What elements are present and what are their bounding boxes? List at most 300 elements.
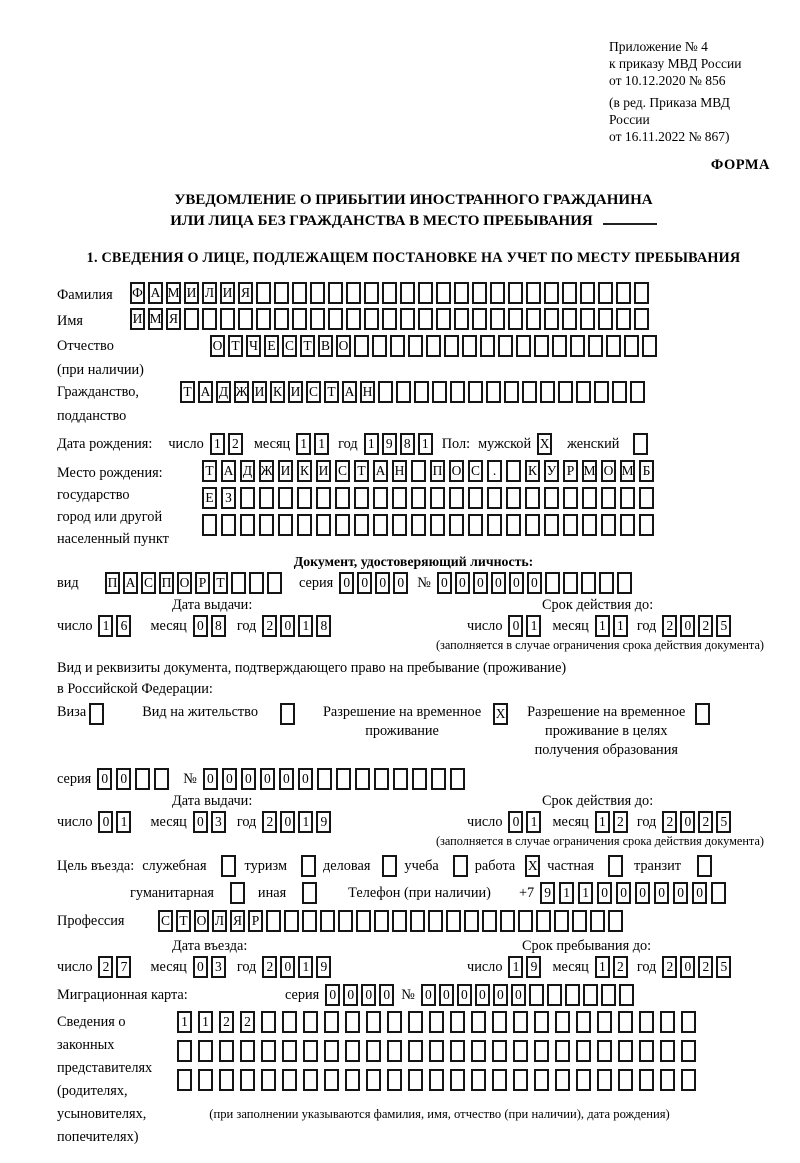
char-box[interactable]: [506, 460, 521, 482]
char-box[interactable]: [267, 572, 282, 594]
char-box[interactable]: [324, 1069, 339, 1091]
char-box[interactable]: 8: [400, 433, 415, 455]
char-box[interactable]: [634, 282, 649, 304]
char-box[interactable]: [292, 282, 307, 304]
char-box[interactable]: Д: [216, 381, 231, 403]
char-box[interactable]: [660, 1069, 675, 1091]
char-box[interactable]: [284, 910, 299, 932]
char-box[interactable]: [198, 1040, 213, 1062]
char-box[interactable]: З: [221, 487, 236, 509]
char-box[interactable]: [444, 335, 459, 357]
char-box[interactable]: [345, 1040, 360, 1062]
sex-male-checkbox[interactable]: [537, 433, 555, 455]
char-box[interactable]: 0: [680, 811, 695, 833]
char-box[interactable]: [639, 514, 654, 536]
char-box[interactable]: 2: [240, 1011, 255, 1033]
char-box[interactable]: [303, 1040, 318, 1062]
char-box[interactable]: [400, 282, 415, 304]
char-box[interactable]: [328, 308, 343, 330]
char-box[interactable]: [282, 1040, 297, 1062]
char-box[interactable]: [639, 1011, 654, 1033]
char-box[interactable]: [221, 514, 236, 536]
char-box[interactable]: 1: [595, 811, 610, 833]
char-box[interactable]: [303, 1011, 318, 1033]
char-box[interactable]: [310, 282, 325, 304]
char-box[interactable]: [616, 282, 631, 304]
char-box[interactable]: 5: [716, 956, 731, 978]
char-box[interactable]: А: [342, 381, 357, 403]
char-box[interactable]: [492, 1069, 507, 1091]
char-box[interactable]: [526, 308, 541, 330]
char-box[interactable]: [240, 1040, 255, 1062]
char-box[interactable]: [525, 514, 540, 536]
char-box[interactable]: [449, 514, 464, 536]
char-box[interactable]: [582, 514, 597, 536]
char-box[interactable]: [590, 910, 605, 932]
char-box[interactable]: [681, 1069, 696, 1091]
char-box[interactable]: [580, 282, 595, 304]
char-box[interactable]: 1: [210, 433, 225, 455]
char-box[interactable]: [411, 460, 426, 482]
char-box[interactable]: 9: [316, 956, 331, 978]
char-box[interactable]: [411, 487, 426, 509]
char-box[interactable]: 1: [595, 615, 610, 637]
purpose-rabota-checkbox[interactable]: [525, 855, 543, 877]
visa-option[interactable]: [57, 703, 107, 725]
char-box[interactable]: П: [105, 572, 120, 594]
char-box[interactable]: [642, 335, 657, 357]
char-box[interactable]: [274, 282, 289, 304]
char-box[interactable]: [504, 381, 519, 403]
char-box[interactable]: [324, 1011, 339, 1033]
char-box[interactable]: 2: [98, 956, 113, 978]
char-box[interactable]: [620, 514, 635, 536]
char-box[interactable]: 3: [211, 956, 226, 978]
purpose-delovaya-checkbox[interactable]: [382, 855, 400, 877]
char-box[interactable]: 1: [298, 615, 313, 637]
char-box[interactable]: [513, 1040, 528, 1062]
char-box[interactable]: Ж: [234, 381, 249, 403]
char-box[interactable]: Т: [354, 460, 369, 482]
char-box[interactable]: [580, 308, 595, 330]
char-box[interactable]: [302, 910, 317, 932]
char-box[interactable]: [471, 1040, 486, 1062]
char-box[interactable]: [432, 381, 447, 403]
char-box[interactable]: И: [252, 381, 267, 403]
char-box[interactable]: [320, 910, 335, 932]
char-box[interactable]: .: [487, 460, 502, 482]
char-box[interactable]: [430, 514, 445, 536]
char-box[interactable]: [681, 1011, 696, 1033]
char-box[interactable]: 0: [673, 882, 688, 904]
char-box[interactable]: 0: [280, 956, 295, 978]
char-box[interactable]: 6: [116, 615, 131, 637]
char-box[interactable]: [508, 308, 523, 330]
char-box[interactable]: [681, 1040, 696, 1062]
char-box[interactable]: 0: [298, 768, 313, 790]
char-box[interactable]: [506, 514, 521, 536]
char-box[interactable]: 9: [382, 433, 397, 455]
char-box[interactable]: [278, 514, 293, 536]
char-box[interactable]: [346, 282, 361, 304]
char-box[interactable]: Е: [202, 487, 217, 509]
char-box[interactable]: О: [336, 335, 351, 357]
char-box[interactable]: [597, 1011, 612, 1033]
char-box[interactable]: 0: [692, 882, 707, 904]
char-box[interactable]: М: [620, 460, 635, 482]
char-box[interactable]: Т: [176, 910, 191, 932]
char-box[interactable]: [482, 910, 497, 932]
char-box[interactable]: X: [493, 703, 508, 725]
char-box[interactable]: А: [373, 460, 388, 482]
char-box[interactable]: [177, 1069, 192, 1091]
char-box[interactable]: [563, 572, 578, 594]
char-box[interactable]: 2: [262, 956, 277, 978]
char-box[interactable]: [450, 1011, 465, 1033]
char-box[interactable]: [565, 984, 580, 1006]
char-box[interactable]: [219, 1069, 234, 1091]
char-box[interactable]: [612, 381, 627, 403]
char-box[interactable]: 0: [193, 956, 208, 978]
temp-residence-checkbox[interactable]: [493, 703, 511, 725]
sex-female-checkbox[interactable]: [633, 433, 651, 455]
char-box[interactable]: 0: [339, 572, 354, 594]
char-box[interactable]: 0: [680, 956, 695, 978]
char-box[interactable]: К: [297, 460, 312, 482]
char-box[interactable]: [544, 308, 559, 330]
char-box[interactable]: 1: [526, 615, 541, 637]
char-box[interactable]: 1: [198, 1011, 213, 1033]
char-box[interactable]: С: [141, 572, 156, 594]
purpose-inaya-checkbox[interactable]: [302, 882, 320, 904]
char-box[interactable]: [555, 1069, 570, 1091]
char-box[interactable]: [154, 768, 169, 790]
char-box[interactable]: И: [316, 460, 331, 482]
char-box[interactable]: [633, 433, 648, 455]
char-box[interactable]: [606, 335, 621, 357]
char-box[interactable]: 0: [325, 984, 340, 1006]
char-box[interactable]: [378, 381, 393, 403]
char-box[interactable]: Р: [195, 572, 210, 594]
char-box[interactable]: [355, 768, 370, 790]
char-box[interactable]: [297, 514, 312, 536]
char-box[interactable]: [597, 1069, 612, 1091]
char-box[interactable]: [563, 514, 578, 536]
char-box[interactable]: [345, 1011, 360, 1033]
char-box[interactable]: [450, 768, 465, 790]
char-box[interactable]: 2: [662, 956, 677, 978]
char-box[interactable]: 1: [364, 433, 379, 455]
char-box[interactable]: М: [166, 282, 181, 304]
char-box[interactable]: [516, 335, 531, 357]
char-box[interactable]: [177, 1040, 192, 1062]
char-box[interactable]: [472, 282, 487, 304]
char-box[interactable]: Т: [324, 381, 339, 403]
char-box[interactable]: [390, 335, 405, 357]
char-box[interactable]: [522, 381, 537, 403]
char-box[interactable]: [297, 487, 312, 509]
char-box[interactable]: [582, 487, 597, 509]
char-box[interactable]: А: [123, 572, 138, 594]
char-box[interactable]: [544, 487, 559, 509]
char-box[interactable]: Н: [392, 460, 407, 482]
char-box[interactable]: [408, 1011, 423, 1033]
char-box[interactable]: 0: [193, 615, 208, 637]
char-box[interactable]: [238, 308, 253, 330]
char-box[interactable]: К: [525, 460, 540, 482]
char-box[interactable]: 1: [526, 811, 541, 833]
char-box[interactable]: О: [194, 910, 209, 932]
char-box[interactable]: И: [130, 308, 145, 330]
char-box[interactable]: [588, 335, 603, 357]
char-box[interactable]: 0: [393, 572, 408, 594]
char-box[interactable]: [711, 882, 726, 904]
char-box[interactable]: [552, 335, 567, 357]
char-box[interactable]: С: [306, 381, 321, 403]
char-box[interactable]: [639, 1069, 654, 1091]
char-box[interactable]: 7: [116, 956, 131, 978]
char-box[interactable]: [373, 514, 388, 536]
char-box[interactable]: [534, 1069, 549, 1091]
char-box[interactable]: [500, 910, 515, 932]
char-box[interactable]: [382, 855, 397, 877]
char-box[interactable]: 0: [509, 572, 524, 594]
char-box[interactable]: [426, 335, 441, 357]
char-box[interactable]: [436, 308, 451, 330]
temp-residence-option[interactable]: [323, 703, 511, 741]
char-box[interactable]: [366, 1069, 381, 1091]
char-box[interactable]: [581, 572, 596, 594]
char-box[interactable]: 0: [475, 984, 490, 1006]
purpose-turizm-checkbox[interactable]: [301, 855, 319, 877]
char-box[interactable]: 1: [613, 615, 628, 637]
char-box[interactable]: 0: [654, 882, 669, 904]
char-box[interactable]: [617, 572, 632, 594]
char-box[interactable]: [697, 855, 712, 877]
char-box[interactable]: [408, 1069, 423, 1091]
char-box[interactable]: 8: [211, 615, 226, 637]
char-box[interactable]: [616, 308, 631, 330]
char-box[interactable]: Я: [166, 308, 181, 330]
char-box[interactable]: Я: [238, 282, 253, 304]
char-box[interactable]: [555, 1040, 570, 1062]
char-box[interactable]: Б: [639, 460, 654, 482]
char-box[interactable]: 2: [698, 615, 713, 637]
char-box[interactable]: [534, 1040, 549, 1062]
char-box[interactable]: [634, 308, 649, 330]
char-box[interactable]: 1: [296, 433, 311, 455]
char-box[interactable]: И: [278, 460, 293, 482]
char-box[interactable]: [392, 514, 407, 536]
char-box[interactable]: 0: [222, 768, 237, 790]
char-box[interactable]: М: [148, 308, 163, 330]
char-box[interactable]: О: [177, 572, 192, 594]
char-box[interactable]: 2: [613, 956, 628, 978]
char-box[interactable]: [472, 308, 487, 330]
char-box[interactable]: X: [537, 433, 552, 455]
char-box[interactable]: [598, 282, 613, 304]
char-box[interactable]: Я: [230, 910, 245, 932]
char-box[interactable]: [601, 514, 616, 536]
char-box[interactable]: 0: [680, 615, 695, 637]
char-box[interactable]: [594, 381, 609, 403]
char-box[interactable]: [387, 1040, 402, 1062]
char-box[interactable]: [324, 1040, 339, 1062]
char-box[interactable]: [249, 572, 264, 594]
char-box[interactable]: [619, 984, 634, 1006]
char-box[interactable]: Р: [563, 460, 578, 482]
char-box[interactable]: 0: [457, 984, 472, 1006]
char-box[interactable]: [570, 335, 585, 357]
char-box[interactable]: X: [525, 855, 540, 877]
char-box[interactable]: 0: [280, 811, 295, 833]
char-box[interactable]: [382, 282, 397, 304]
char-box[interactable]: [468, 487, 483, 509]
char-box[interactable]: 1: [298, 956, 313, 978]
char-box[interactable]: О: [601, 460, 616, 482]
char-box[interactable]: [660, 1011, 675, 1033]
char-box[interactable]: [335, 487, 350, 509]
char-box[interactable]: [411, 514, 426, 536]
char-box[interactable]: [498, 335, 513, 357]
char-box[interactable]: 0: [193, 811, 208, 833]
char-box[interactable]: К: [270, 381, 285, 403]
char-box[interactable]: [525, 487, 540, 509]
char-box[interactable]: [274, 308, 289, 330]
char-box[interactable]: 2: [262, 811, 277, 833]
char-box[interactable]: 2: [262, 615, 277, 637]
char-box[interactable]: [450, 1069, 465, 1091]
char-box[interactable]: [387, 1069, 402, 1091]
char-box[interactable]: [240, 1069, 255, 1091]
char-box[interactable]: [599, 572, 614, 594]
char-box[interactable]: 0: [279, 768, 294, 790]
char-box[interactable]: [408, 335, 423, 357]
char-box[interactable]: [453, 855, 468, 877]
char-box[interactable]: 0: [527, 572, 542, 594]
char-box[interactable]: [345, 1069, 360, 1091]
char-box[interactable]: [471, 1011, 486, 1033]
char-box[interactable]: [429, 1040, 444, 1062]
char-box[interactable]: Ч: [246, 335, 261, 357]
char-box[interactable]: [220, 308, 235, 330]
char-box[interactable]: 1: [418, 433, 433, 455]
residence-permit-option[interactable]: [142, 703, 298, 725]
purpose-gumanitarnaya-checkbox[interactable]: [230, 882, 248, 904]
char-box[interactable]: [492, 1011, 507, 1033]
char-box[interactable]: [240, 514, 255, 536]
char-box[interactable]: Ж: [259, 460, 274, 482]
char-box[interactable]: 0: [473, 572, 488, 594]
char-box[interactable]: [261, 1040, 276, 1062]
char-box[interactable]: [562, 308, 577, 330]
char-box[interactable]: Д: [240, 460, 255, 482]
char-box[interactable]: 1: [98, 615, 113, 637]
char-box[interactable]: [336, 768, 351, 790]
char-box[interactable]: [373, 487, 388, 509]
char-box[interactable]: [660, 1040, 675, 1062]
char-box[interactable]: [597, 1040, 612, 1062]
char-box[interactable]: [396, 381, 411, 403]
char-box[interactable]: Т: [180, 381, 195, 403]
char-box[interactable]: [418, 282, 433, 304]
char-box[interactable]: [601, 487, 616, 509]
char-box[interactable]: 1: [298, 811, 313, 833]
char-box[interactable]: [506, 487, 521, 509]
char-box[interactable]: 9: [526, 956, 541, 978]
edu-residence-option[interactable]: [527, 703, 713, 760]
char-box[interactable]: [547, 984, 562, 1006]
char-box[interactable]: А: [198, 381, 213, 403]
char-box[interactable]: [428, 910, 443, 932]
char-box[interactable]: 0: [260, 768, 275, 790]
char-box[interactable]: 1: [177, 1011, 192, 1033]
residence-permit-checkbox[interactable]: [280, 703, 298, 725]
char-box[interactable]: 0: [203, 768, 218, 790]
char-box[interactable]: П: [159, 572, 174, 594]
char-box[interactable]: [418, 308, 433, 330]
char-box[interactable]: [387, 1011, 402, 1033]
char-box[interactable]: [576, 381, 591, 403]
char-box[interactable]: 0: [116, 768, 131, 790]
char-box[interactable]: [328, 282, 343, 304]
purpose-ucheba-checkbox[interactable]: [453, 855, 471, 877]
char-box[interactable]: 2: [228, 433, 243, 455]
char-box[interactable]: [282, 1069, 297, 1091]
char-box[interactable]: [366, 1040, 381, 1062]
char-box[interactable]: [468, 381, 483, 403]
char-box[interactable]: [372, 335, 387, 357]
char-box[interactable]: 0: [357, 572, 372, 594]
char-box[interactable]: [310, 308, 325, 330]
char-box[interactable]: [576, 1040, 591, 1062]
char-box[interactable]: 0: [493, 984, 508, 1006]
char-box[interactable]: Т: [228, 335, 243, 357]
char-box[interactable]: [518, 910, 533, 932]
char-box[interactable]: 0: [616, 882, 631, 904]
char-box[interactable]: [540, 381, 555, 403]
char-box[interactable]: [430, 487, 445, 509]
char-box[interactable]: [292, 308, 307, 330]
char-box[interactable]: [513, 1011, 528, 1033]
char-box[interactable]: [256, 282, 271, 304]
char-box[interactable]: [354, 487, 369, 509]
char-box[interactable]: [608, 910, 623, 932]
char-box[interactable]: И: [184, 282, 199, 304]
char-box[interactable]: [563, 487, 578, 509]
char-box[interactable]: [450, 381, 465, 403]
char-box[interactable]: Т: [213, 572, 228, 594]
char-box[interactable]: 0: [511, 984, 526, 1006]
char-box[interactable]: [364, 282, 379, 304]
char-box[interactable]: [630, 381, 645, 403]
char-box[interactable]: [400, 308, 415, 330]
char-box[interactable]: [393, 768, 408, 790]
char-box[interactable]: 5: [716, 615, 731, 637]
char-box[interactable]: 1: [559, 882, 574, 904]
char-box[interactable]: [256, 308, 271, 330]
char-box[interactable]: [366, 1011, 381, 1033]
char-box[interactable]: [695, 703, 710, 725]
char-box[interactable]: [529, 984, 544, 1006]
char-box[interactable]: [454, 282, 469, 304]
char-box[interactable]: 5: [716, 811, 731, 833]
char-box[interactable]: [572, 910, 587, 932]
char-box[interactable]: [513, 1069, 528, 1091]
purpose-tranzit-checkbox[interactable]: [697, 855, 715, 877]
char-box[interactable]: 3: [211, 811, 226, 833]
char-box[interactable]: [618, 1011, 633, 1033]
